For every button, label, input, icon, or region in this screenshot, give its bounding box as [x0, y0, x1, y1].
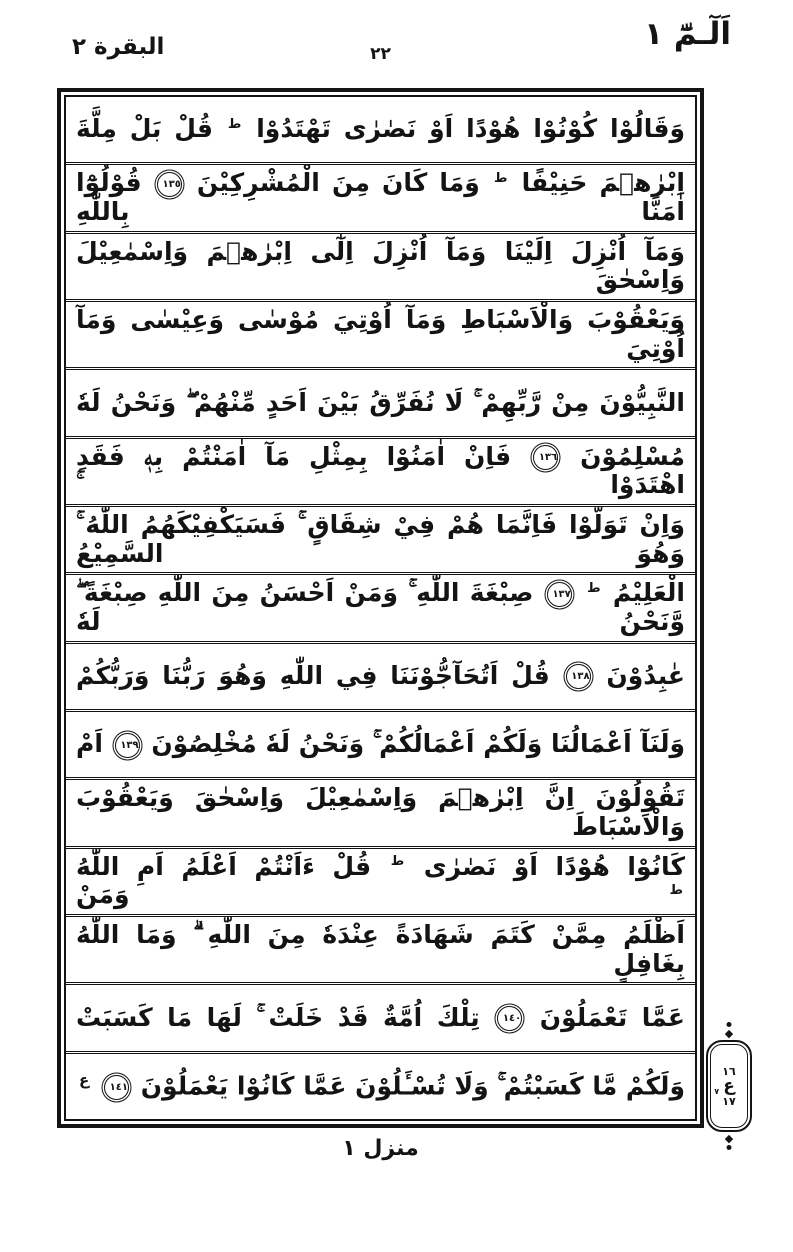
- ruku-sign: ع: [79, 1070, 90, 1089]
- mushaf-line-15: [66, 1054, 695, 1119]
- mushaf-line-3: [66, 234, 695, 302]
- mushaf-line-5: [66, 370, 695, 438]
- mushaf-line-13: [66, 917, 695, 985]
- mushaf-line-12: [66, 849, 695, 917]
- ayah-end-marker: ١٣٥: [157, 172, 182, 197]
- mushaf-line-text: [76, 1072, 685, 1101]
- ruku-medallion-body: [710, 1044, 748, 1128]
- mushaf-line-text: [76, 921, 685, 979]
- quran-text-segment: وَقَالُوْا كُوْنُوْا هُوْدًا اَوْ نَصٰرٰى تَهْتَدُوْا: [256, 114, 685, 144]
- mushaf-line-4: [66, 302, 695, 370]
- mushaf-line-2: [66, 165, 695, 233]
- ayah-end-marker: ١٣٦: [533, 445, 558, 470]
- mushaf-line-14: [66, 985, 695, 1053]
- quran-text-segment: وَمَآ اُنْزِلَ اِلَيْنَا وَمَآ اُنْزِلَ اِلٰٓى اِبْرٰهٖمَ وَاِسْمٰعِيْلَ وَاِسْحٰقَ: [76, 236, 685, 295]
- mushaf-line-9: [66, 644, 695, 712]
- waqf-sign: ط: [587, 580, 601, 596]
- ruku-ayah-count: ٧: [714, 1086, 720, 1096]
- surah-title: البقرة ٢: [72, 34, 165, 60]
- medallion-dot-top-icon: [727, 1022, 732, 1027]
- ruku-letter: ع ٧: [714, 1075, 735, 1096]
- mushaf-line-text: [76, 169, 685, 227]
- quran-text-segment: صِبْغَةَ اللّٰهِ ۚ وَمَنْ اَحْسَنُ مِنَ اللّٰهِ صِبْغَةً ۖ وَّنَحْنُ لَهٗ: [76, 578, 685, 636]
- quran-text-segment: وَيَعْقُوْبَ وَالْاَسْبَاطِ وَمَآ اُوْتِيَ مُوْسٰى وَعِيْسٰى وَمَآ اُوْتِيَ: [76, 304, 685, 363]
- mushaf-line-text: [76, 853, 685, 911]
- mushaf-line-text: [76, 443, 685, 501]
- mushaf-line-11: [66, 780, 695, 848]
- mushaf-line-text: [76, 238, 685, 296]
- mushaf-line-text: [76, 389, 685, 418]
- mushaf-frame: [57, 88, 704, 1128]
- mushaf-line-text: [76, 1004, 685, 1033]
- manzil-marker: منزل ١: [342, 1136, 419, 1161]
- quran-text-segment: قُلْ اَتُحَآجُّوْنَنَا فِي اللّٰهِ وَهُوَ رَبُّنَا وَرَبُّكُمْ: [76, 660, 550, 690]
- mushaf-line-6: [66, 439, 695, 507]
- ayah-end-marker: ١٤١: [104, 1075, 129, 1100]
- mushaf-line-1: [66, 97, 695, 165]
- mushaf-line-text: [76, 511, 685, 569]
- mushaf-line-text: [76, 730, 685, 759]
- quran-text-segment: عَمَّا تَعْمَلُوْنَ: [539, 1002, 686, 1032]
- quran-text-segment: وَمَنْ: [76, 880, 130, 910]
- quran-text-segment: قُلْ ءَاَنْتُمْ اَعْلَمُ اَمِ اللّٰهُ: [76, 851, 372, 881]
- quran-text-segment: وَمَا كَانَ مِنَ الْمُشْرِكِيْنَ: [196, 168, 480, 198]
- medallion-dot-bottom-icon: [727, 1145, 732, 1150]
- quran-text-segment: تِلْكَ اُمَّةٌ قَدْ خَلَتْ ۚ لَهَا مَا كَسَبَتْ: [76, 1002, 480, 1032]
- quran-text-segment: النَّبِيُّوْنَ مِنْ رَّبِّهِمْ ۚ لَا نُفَرِّقُ بَيْنَ اَحَدٍ مِّنْهُمْ ۖ وَنَحْنُ لَهٗ: [76, 387, 685, 417]
- waqf-sign: ط: [390, 854, 405, 870]
- quran-text-segment: فَاِنْ اٰمَنُوْا بِمِثْلِ مَآ اٰمَنْتُمْ بِهٖ فَقَدِ اهْتَدَوْا ۚ: [76, 441, 685, 500]
- mushaf-line-text: [76, 306, 685, 364]
- quran-text-segment: كَانُوْا هُوْدًا اَوْ نَصٰرٰى: [423, 851, 685, 881]
- waqf-sign: ط: [669, 882, 683, 898]
- mushaf-text-block: [64, 95, 697, 1121]
- quran-text-segment: اَظْلَمُ مِمَّنْ كَتَمَ شَهَادَةً عِنْدَهٗ مِنَ اللّٰهِ ۗ وَمَا اللّٰهُ بِغَافِلٍ: [76, 919, 685, 978]
- quran-text-segment: الْعَلِيْمُ: [612, 578, 685, 608]
- medallion-ornament-top-icon: ◆: [724, 1027, 734, 1040]
- juz-start-marker: اَلٓـمّٓ ١: [644, 16, 731, 52]
- quran-text-segment: اِبْرٰهٖمَ حَنِيْفًا: [521, 168, 685, 198]
- medallion-ornament-bottom-icon: ◆: [724, 1132, 734, 1145]
- mushaf-line-7: [66, 507, 695, 575]
- ruku-number-surah: ١٦: [722, 1064, 736, 1078]
- quran-text-segment: مُسْلِمُوْنَ: [580, 441, 685, 471]
- ayah-end-marker: ١٣٧: [547, 582, 572, 607]
- quran-text-segment: اَمْ: [76, 729, 103, 759]
- ruku-number-juz: ١٧: [722, 1094, 736, 1108]
- quran-text-segment: قُلْ بَلْ مِلَّةَ: [76, 114, 213, 144]
- waqf-sign: ط: [227, 116, 242, 132]
- quran-text-segment: قُوْلُوْٓا اٰمَنَّا بِاللّٰهِ: [76, 168, 685, 226]
- mushaf-line-8: [66, 575, 695, 643]
- ruku-medallion: [706, 1027, 752, 1145]
- page-number: ٢٢: [370, 44, 391, 64]
- waqf-sign: ط: [493, 170, 508, 186]
- ayah-end-marker: ١٣٩: [115, 733, 140, 758]
- ayah-end-marker: ١٤٠: [497, 1006, 522, 1031]
- quran-text-segment: وَلَكُمْ مَّا كَسَبْتُمْ ۚ وَلَا تُسْـَٔلُوْنَ عَمَّا كَانُوْا يَعْمَلُوْنَ: [140, 1071, 685, 1101]
- quran-text-segment: تَقُوْلُوْنَ اِنَّ اِبْرٰهٖمَ وَاِسْمٰعِيْلَ وَاِسْحٰقَ وَيَعْقُوْبَ وَالْاَسْبَاطَ: [76, 783, 685, 841]
- quran-text-segment: وَلَنَآ اَعْمَالُنَا وَلَكُمْ اَعْمَالُكُمْ ۚ وَنَحْنُ لَهٗ مُخْلِصُوْنَ: [151, 729, 685, 759]
- mushaf-line-text: [76, 115, 685, 144]
- mushaf-line-text: [76, 579, 685, 637]
- quran-text-segment: وَاِنْ تَوَلَّوْا فَاِنَّمَا هُمْ فِيْ شِقَاقٍ ۚ فَسَيَكْفِيْكَهُمُ اللّٰهُ ۚ وَهُوَ السَّمِيْعُ: [76, 509, 685, 568]
- mushaf-line-10: [66, 712, 695, 780]
- mushaf-line-text: [76, 662, 685, 691]
- ayah-end-marker: ١٣٨: [566, 664, 591, 689]
- quran-text-segment: عٰبِدُوْنَ: [606, 660, 685, 690]
- mushaf-line-text: [76, 784, 685, 842]
